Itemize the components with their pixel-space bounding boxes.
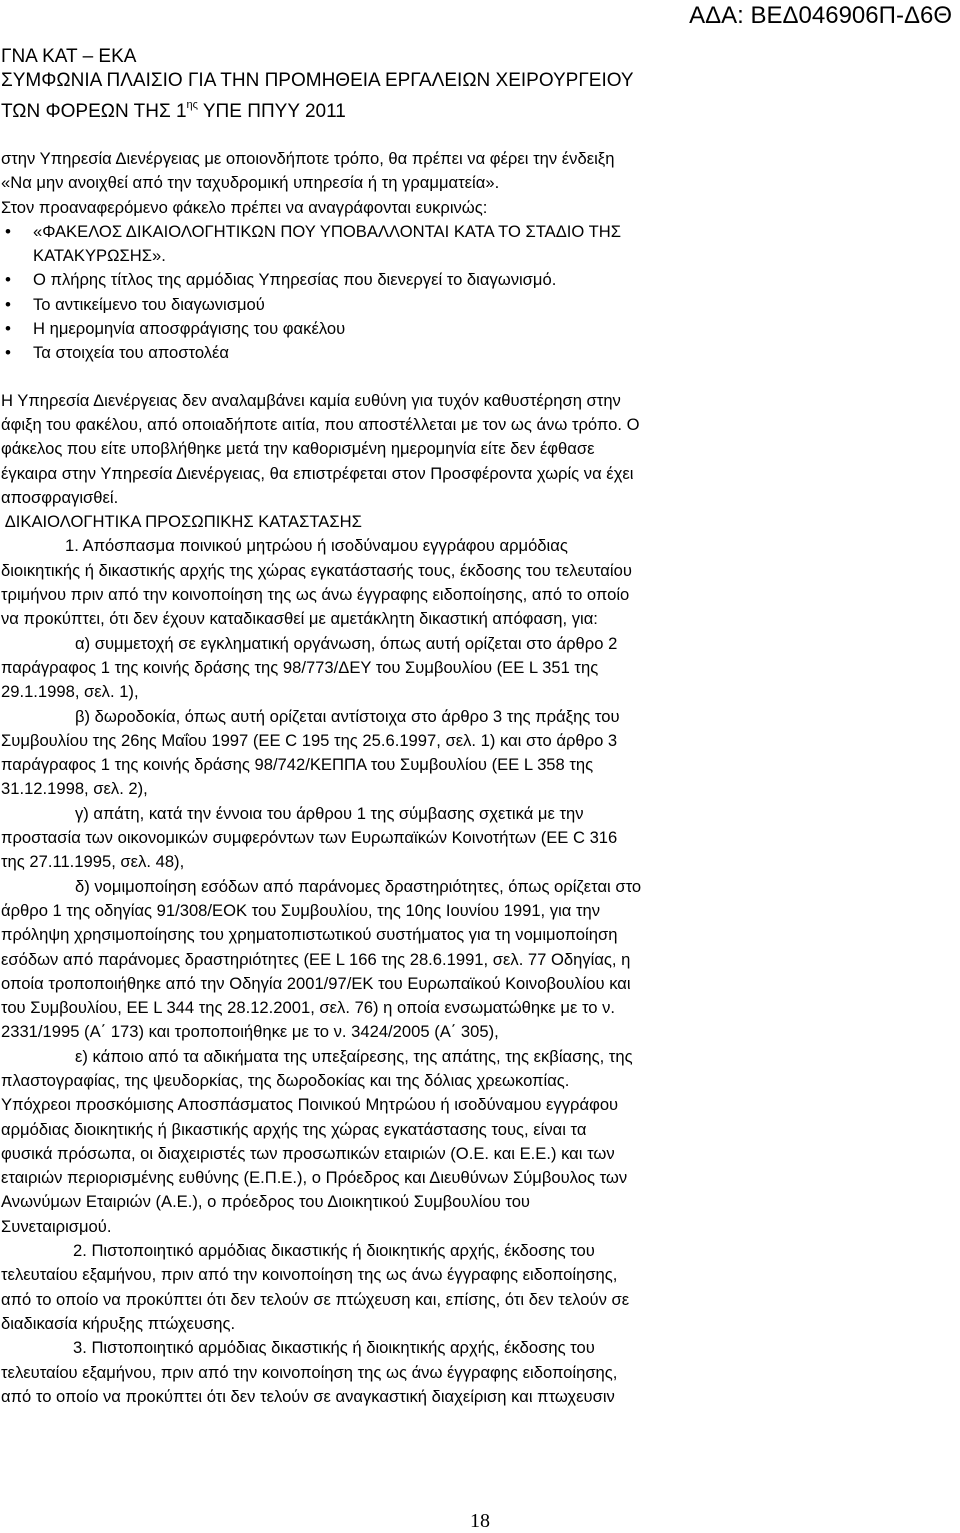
sub-c-line: προστασία των οικονομικών συμφερόντων των Ευρωπαϊκών Κοινοτήτων (ΕΕ C 316 [1,828,618,848]
obligation-line: φυσικά πρόσωπα, οι διαχειριστές των προσωπικών εταιριών (Ο.Ε. και Ε.Ε.) και των [1,1143,615,1163]
bullet-item-continuation: ΚΑΤΑΚΥΡΩΣΗΣ». [33,246,166,266]
sub-d-line: 2331/1995 (Α΄ 173) και τροποποιήθηκε με το ν. 3424/2005 (Α΄ 305), [1,1022,499,1042]
sub-d-line: οποία τροποποιήθηκε από την Οδηγία 2001/97/ΕΚ του Ευρωπαϊκού Κοινοβουλίου και [1,973,631,993]
sub-b-line: β) δωροδοκία, όπως αυτή ορίζεται αντίστοιχα στο άρθρο 3 της πράξης του [75,706,620,726]
item-3-line: 3. Πιστοποιητικό αρμόδιας δικαστικής ή διοικητικής αρχής, έκδοσης του [73,1338,595,1358]
header-line-2: ΣΥΜΦΩΝΙΑ ΠΛΑΙΣΙΟ ΓΙΑ ΤΗΝ ΠΡΟΜΗΘΕΙΑ ΕΡΓΑΛΕΙΩΝ ΧΕΙΡΟΥΡΓΕΙΟΥ [1,70,634,91]
sub-d-line: του Συμβουλίου, ΕΕ L 344 της 28.12.2001, σελ. 76) η οποία ενσωματώθηκε με το ν. [1,998,616,1018]
spacer [1,366,956,389]
section-title: ΔΙΚΑΙΟΛΟΓΗΤΙΚΑ ΠΡΟΣΩΠΙΚΗΣ ΚΑΤΑΣΤΑΣΗΣ [1,512,362,532]
sub-e-line: πλαστογραφίας, της ψευδορκίας, της δωροδοκίας και της δόλιας χρεωκοπίας. [1,1070,570,1090]
bullet-item: • Τα στοιχεία του αποστολέα [1,341,956,365]
obligation-line: εταιριών περιορισμένης ευθύνης (Ε.Π.Ε.), ο Πρόεδρος και Διευθύνων Σύμβουλος των [1,1168,628,1188]
header-line-3-tail: ΥΠΕ ΠΠΥΥ 2011 [197,101,346,122]
sub-e-line: ε) κάποιο από τα αδικήματα της υπεξαίρεσης, της απάτης, της εκβίασης, της [75,1046,633,1066]
item-2-line: τελευταίου εξαμήνου, πριν από την κοινοποίηση της ως άνω έγγραφης ειδοποίησης, [1,1265,618,1285]
sub-b-line: παράγραφος 1 της κοινής δράσης 98/742/ΚΕΠΠΑ του Συμβουλίου (ΕΕ L 358 της [1,755,594,775]
document-body [1,147,956,1409]
obligation-line: Συνεταιρισμού. [1,1216,112,1236]
item-2-line: 2. Πιστοποιητικό αρμόδιας δικαστικής ή διοικητικής αρχής, έκδοσης του [73,1241,595,1261]
sub-b-line: Συμβουλίου της 26ης Μαΐου 1997 (ΕΕ C 195 της 25.6.1997, σελ. 1) και στο άρθρο 3 [1,730,618,750]
item-1-line: διοικητικής ή δικαστικής αρχής της χώρας εγκατάστασής τους, έκδοσης του τελευταίου [1,560,632,580]
paragraph-line: άφιξη του φακέλου, από οποιαδήποτε αιτία, που αποστέλλεται με τον ως άνω τρόπο. Ο [1,414,640,434]
item-3-line: από το οποίο να προκύπτει ότι δεν τελούν σε αναγκαστική διαχείριση και πτωχευσιν [1,1386,615,1406]
item-1-line: τριμήνου πριν από την κοινοποίηση της ως άνω έγγραφης ειδοποίησης, από το οποίο [1,585,630,605]
sub-d-line: δ) νομιμοποίηση εσόδων από παράνομες δραστηριότητες, όπως ορίζεται στο [75,876,642,896]
ada-code: ΑΔΑ: ΒΕΔ046906Π-Δ6Θ [689,2,952,29]
obligation-line: Υπόχρεοι προσκόμισης Αποσπάσματος Ποινικού Μητρώου ή ισοδύναμου εγγράφου [1,1095,619,1115]
header-line-3 [1,93,634,124]
header-superscript: ης [186,99,198,111]
paragraph-line: αποσφραγισθεί. [1,487,119,507]
bullet-item: • «ΦΑΚΕΛΟΣ ΔΙΚΑΙΟΛΟΓΗΤΙΚΩΝ ΠΟΥ ΥΠΟΒΑΛΛΟΝΤΑΙ ΚΑΤΑ ΤΟ ΣΤΑΔΙΟ ΤΗΣ [1,220,956,244]
sub-a-line: 29.1.1998, σελ. 1), [1,682,139,702]
sub-c-line: της 27.11.1995, σελ. 48), [1,852,185,872]
item-2-line: διαδικασία κήρυξης πτώχευσης. [1,1313,236,1333]
obligation-line: Ανωνύμων Εταιριών (Α.Ε.), ο πρόεδρος του Διοικητικού Συμβουλίου του [1,1192,531,1212]
header-line-1: ΓΝΑ ΚΑΤ – ΕΚΑ [1,46,137,67]
item-2-line: από το οποίο να προκύπτει ότι δεν τελούν σε πτώχευση και, επίσης, ότι δεν τελούν σε [1,1289,630,1309]
sub-d-line: άρθρο 1 της οδηγίας 91/308/ΕΟΚ του Συμβουλίου, της 10ης Ιουνίου 1991, για την [1,900,601,920]
sub-a-line: παράγραφος 1 της κοινής δράσης της 98/773/ΔΕΥ του Συμβουλίου (ΕΕ L 351 της [1,657,599,677]
sub-d-line: πρόληψη χρησιμοποίησης του χρηματοπιστωτικού συστήματος για τη νομιμοποίηση [1,925,618,945]
bullet-item: • Η ημερομηνία αποσφράγισης του φακέλου [1,317,956,341]
paragraph-line: Η Υπηρεσία Διενέργειας δεν αναλαμβάνει καμία ευθύνη για τυχόν καθυστέρηση στην [1,390,621,410]
obligation-line: αρμόδιας διοικητικής ή βικαστικής αρχής της χώρας εγκατάστασης τους, είναι τα [1,1119,587,1139]
page-number: 18 [470,1510,490,1532]
paragraph-line: έγκαιρα στην Υπηρεσία Διενέργειας, θα επιστρέφεται στον Προσφέροντα χωρίς να έχει [1,463,634,483]
text-line: στην Υπηρεσία Διενέργειας με οποιονδήποτε τρόπο, θα πρέπει να φέρει την ένδειξη [1,149,615,168]
paragraph-line: φάκελος που είτε υποβλήθηκε μετά την καθορισμένη ημερομηνία είτε δεν έφθασε [1,439,595,459]
item-1-line: να προκύπτει, ότι δεν έχουν καταδικασθεί με αμετάκλητη δικαστική απόφαση, για: [1,609,598,629]
bullet-item: • Το αντικείμενο του διαγωνισμού [1,293,956,317]
header-line-3-text: ΤΩΝ ΦΟΡΕΩΝ ΤΗΣ 1 [1,101,187,122]
sub-c-line: γ) απάτη, κατά την έννοια του άρθρου 1 της σύμβασης σχετικά με την [75,803,584,823]
sub-b-line: 31.12.1998, σελ. 2), [1,779,148,799]
item-3-line: τελευταίου εξαμήνου, πριν από την κοινοποίηση της ως άνω έγγραφης ειδοποίησης, [1,1362,618,1382]
text-line: Στον προαναφερόμενο φάκελο πρέπει να αναγράφονται ευκρινώς: [1,197,488,217]
document-header [1,45,634,124]
sub-a-line: α) συμμετοχή σε εγκληματική οργάνωση, όπως αυτή ορίζεται στο άρθρο 2 [75,633,618,653]
bullet-item: • Ο πλήρης τίτλος της αρμόδιας Υπηρεσίας που διενεργεί το διαγωνισμό. [1,268,956,292]
item-1-line: 1. Απόσπασμα ποινικού μητρώου ή ισοδύναμου εγγράφου αρμόδιας [65,536,568,556]
sub-d-line: εσόδων από παράνομες δραστηριότητες (ΕΕ L 166 της 28.6.1991, σελ. 77 Οδηγίας, η [1,949,631,969]
text-line: «Να μην ανοιχθεί από την ταχυδρομική υπηρεσία ή τη γραμματεία». [1,173,500,193]
